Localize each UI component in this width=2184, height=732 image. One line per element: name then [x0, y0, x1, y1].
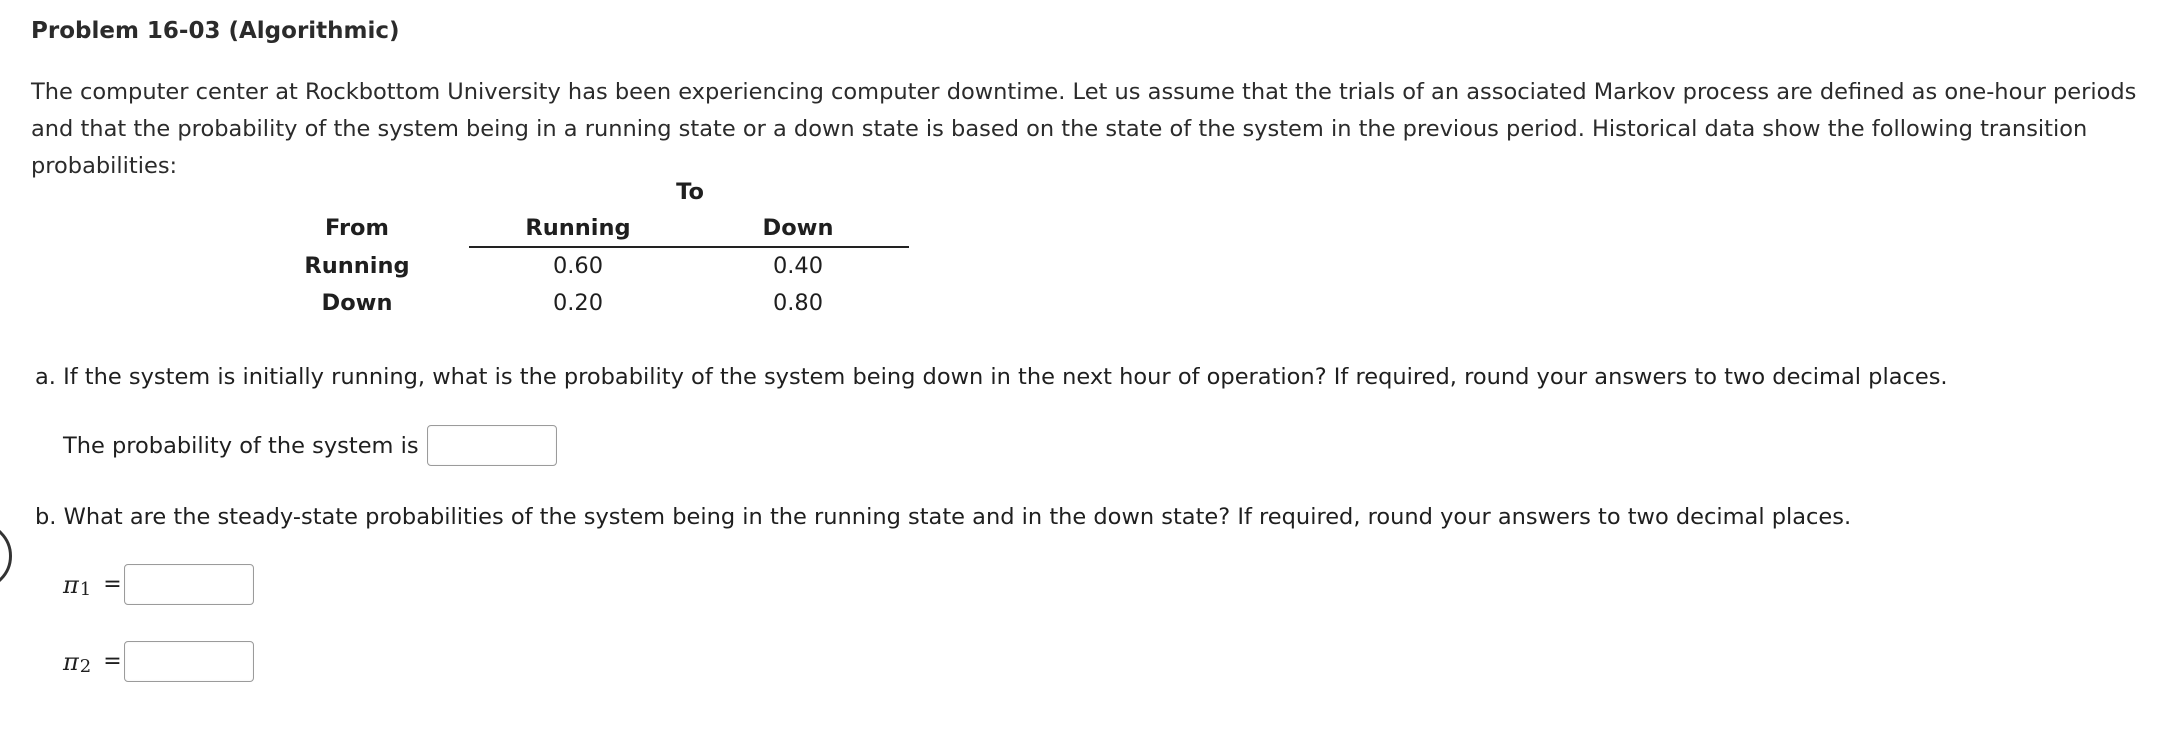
- table-row-label: Running: [304, 253, 410, 279]
- answer-a-row: [63, 425, 557, 466]
- table-cell: 0.20: [552, 290, 604, 316]
- answer-a-input[interactable]: [427, 425, 557, 466]
- table-cell: 0.40: [772, 253, 824, 279]
- pi1-row: [63, 564, 254, 605]
- pi2-symbol: π: [63, 647, 79, 676]
- pi1-equals: =: [103, 572, 122, 597]
- table-cell: 0.60: [552, 253, 604, 279]
- question-b: b. What are the steady-state probabilities of the system being in the running state and in the down state? If required, round your answers to two decimal places.: [35, 504, 1852, 530]
- table-cell: 0.80: [772, 290, 824, 316]
- pi2-row: [63, 641, 254, 682]
- pi1-subscript: 1: [79, 579, 92, 600]
- pi2-equals: =: [103, 649, 122, 674]
- table-column-header: Running: [525, 215, 631, 241]
- table-row-label: Down: [321, 290, 393, 316]
- table-header-rule: [469, 246, 909, 248]
- pi1-symbol: π: [63, 570, 79, 599]
- table-to-header: To: [676, 179, 704, 205]
- pi1-input[interactable]: [124, 564, 254, 605]
- question-a: a. If the system is initially running, what is the probability of the system being down in the next hour of operation? If required, round your answers to two decimal places.: [35, 364, 1948, 390]
- problem-title: Problem 16-03 (Algorithmic): [31, 18, 400, 44]
- table-from-header: From: [325, 215, 389, 241]
- table-column-header: Down: [762, 215, 834, 241]
- pi2-input[interactable]: [124, 641, 254, 682]
- side-circle-marker: [0, 522, 12, 590]
- pi2-subscript: 2: [79, 656, 92, 677]
- problem-intro: The computer center at Rockbottom University has been experiencing computer downtime. Let us assume that the trials of an associated Markov process are defined as one-hour periods and that the probability of the system being in a running state or a down state is based on the state of the system in the previous period. Historical data show the following transition probabilities:: [31, 79, 2137, 179]
- answer-a-prompt: The probability of the system is: [63, 432, 419, 459]
